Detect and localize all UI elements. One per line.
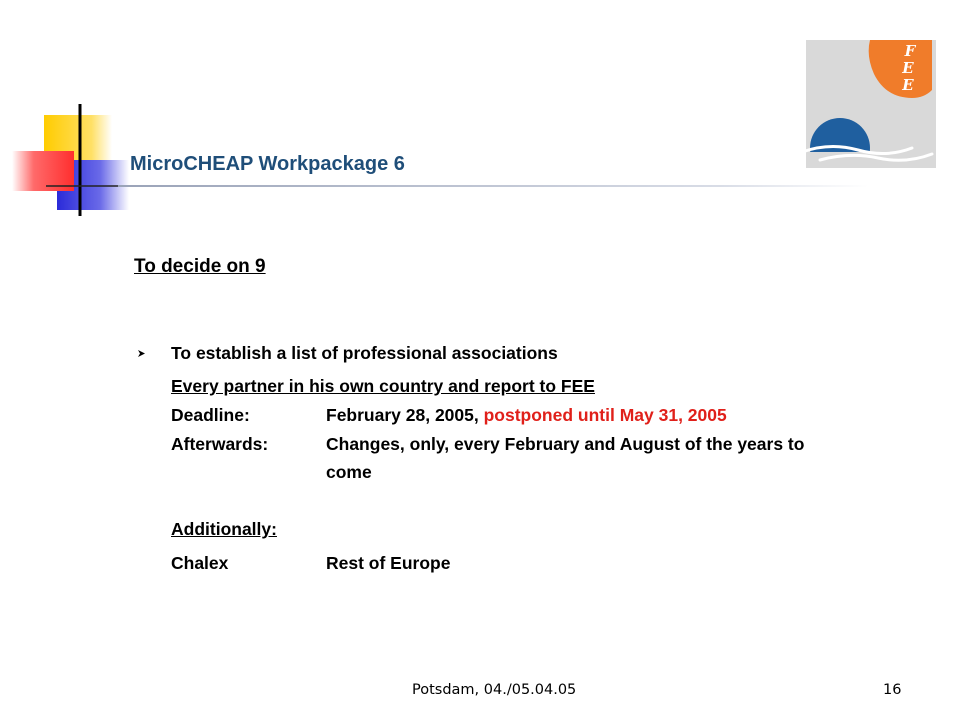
deadline-postponed: postponed until May 31, 2005: [483, 405, 727, 425]
afterwards-value-line1: Changes, only, every February and August of the years to: [326, 434, 805, 454]
fee-logo: [800, 40, 938, 168]
deadline-row: [171, 405, 931, 426]
bullet-text: To establish a list of professional associations: [171, 343, 558, 363]
afterwards-value-line2: come: [326, 462, 372, 482]
afterwards-row: [171, 434, 931, 455]
logo-letter-e2: E: [902, 76, 914, 94]
partner-line: Every partner in his own country and report to FEE: [171, 376, 595, 396]
chalex-value: Rest of Europe: [326, 553, 451, 573]
logo-letter-f: F: [904, 42, 916, 60]
deadline-value-group: [326, 405, 727, 426]
footer-location-date: Potsdam, 04./05.04.05: [412, 682, 577, 698]
deco-red-square: [12, 151, 74, 191]
arrow-bullet-icon: [137, 349, 146, 358]
afterwards-label: Afterwards:: [171, 434, 269, 454]
logo-letter-e1: E: [902, 59, 914, 77]
slide-subtitle: To decide on 9: [134, 256, 266, 277]
deadline-value: February 28, 2005,: [326, 405, 484, 425]
slide-title: MicroCHEAP Workpackage 6: [130, 153, 405, 175]
deadline-label: Deadline:: [171, 405, 250, 425]
title-rule: [118, 185, 868, 187]
chalex-row: [171, 553, 931, 574]
chalex-label: Chalex: [171, 553, 229, 573]
footer-page-number: 16: [883, 682, 902, 698]
additionally-heading: Additionally:: [171, 519, 277, 539]
